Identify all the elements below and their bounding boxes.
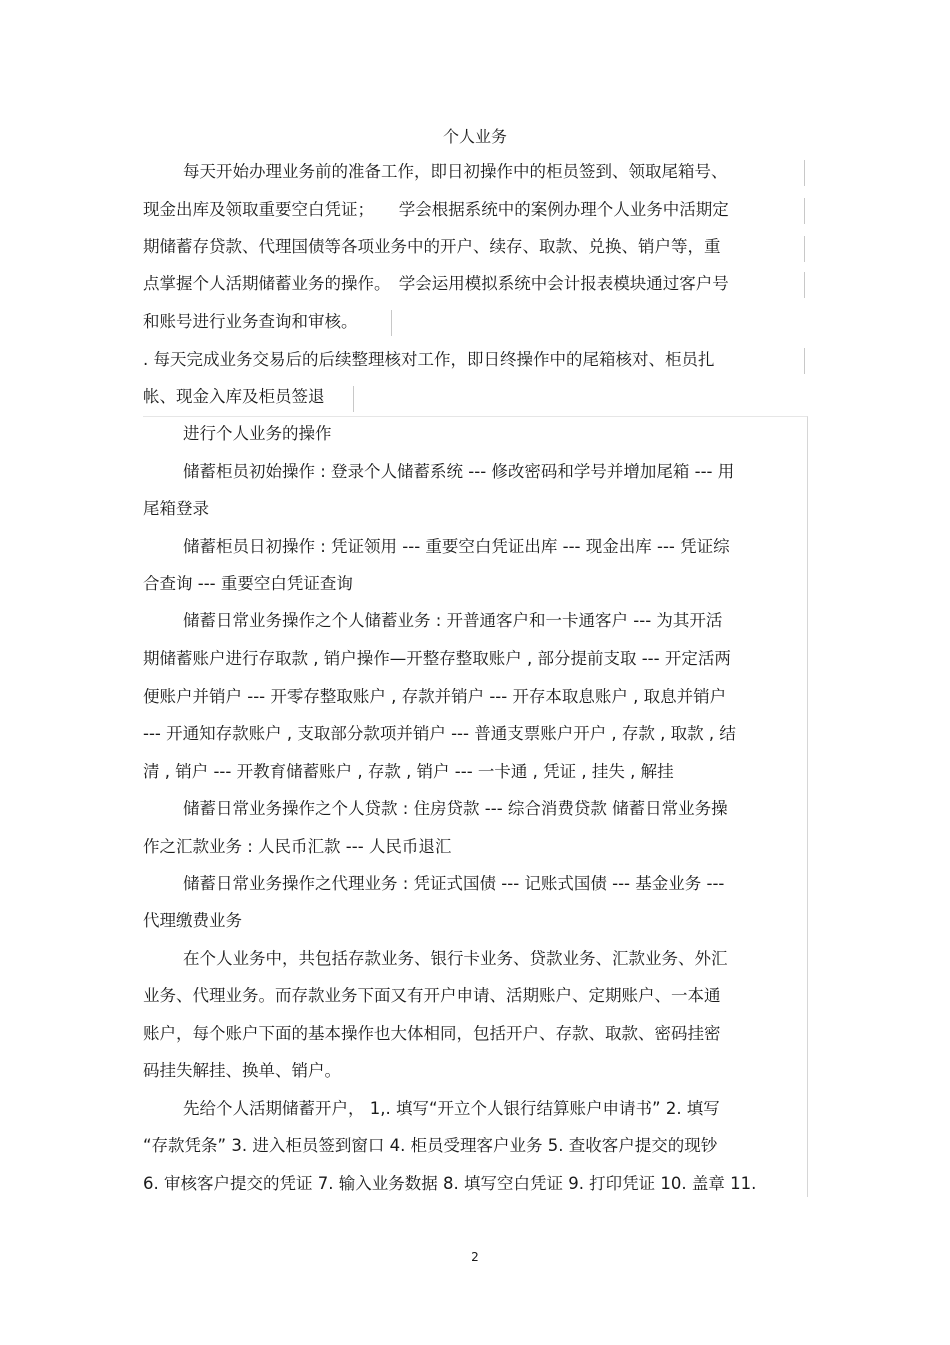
margin-mark [804,272,805,298]
text-line: 现金出库及领取重要空白凭证； 学会根据系统中的案例办理个人业务中活期定 [143,200,729,219]
margin-mark [353,386,354,412]
text-line: 储蓄柜员日初操作 : 凭证领用 --- 重要空白凭证出库 --- 现金出库 --- 凭证综 [183,537,730,556]
text-line: 先给个人活期储蓄开户， 1,. 填写“开立个人银行结算账户申请书” 2. 填写 [183,1099,720,1118]
text-line: . 每天完成业务交易后的后续整理核对工作，即日终操作中的尾箱核对、柜员扎 [143,350,715,369]
text-line: 作之汇款业务 : 人民币汇款 --- 人民币退汇 [143,837,452,856]
text-line: 帐、现金入库及柜员签退 [143,387,325,406]
text-line: 和账号进行业务查询和审核。 [143,312,358,331]
page-number: 2 [471,1250,479,1264]
text-line: 6. 审核客户提交的凭证 7. 输入业务数据 8. 填写空白凭证 9. 打印凭证 10. 盖章 11. [143,1174,757,1193]
text-line: 尾箱登录 [143,499,209,518]
text-line: “存款凭条” 3. 进入柜员签到窗口 4. 柜员受理客户业务 5. 查收客户提交的现钞 [143,1136,718,1155]
text-line: 便账户并销户 --- 开零存整取账户 , 存款并销户 --- 开存本取息账户 , 取息并销户 [143,687,727,706]
text-line: --- 开通知存款账户 , 支取部分款项并销户 --- 普通支票账户开户 , 存款 , 取款 , 结 [143,724,736,743]
margin-mark [804,160,805,186]
margin-mark [804,348,805,374]
text-line: 储蓄日常业务操作之个人储蓄业务 : 开普通客户和一卡通客户 --- 为其开活 [183,611,723,630]
text-line: 业务、代理业务。而存款业务下面又有开户申请、活期账户、定期账户、一本通 [143,986,721,1005]
text-line: 每天开始办理业务前的准备工作，即日初操作中的柜员签到、领取尾箱号、 [183,162,728,181]
margin-mark [804,198,805,224]
text-line: 期储蓄账户进行存取款 , 销户操作—开整存整取账户 , 部分提前支取 --- 开定活两 [143,649,731,668]
text-line: 在个人业务中，共包括存款业务、银行卡业务、贷款业务、汇款业务、外汇 [183,949,728,968]
text-line: 储蓄日常业务操作之代理业务 : 凭证式国债 --- 记账式国债 --- 基金业务 --- [183,874,725,893]
text-line: 合查询 --- 重要空白凭证查询 [143,574,353,593]
margin-mark [391,310,392,336]
text-line: 点掌握个人活期储蓄业务的操作。 学会运用模拟系统中会计报表模块通过客户号 [143,274,729,293]
text-line: 码挂失解挂、换单、销户。 [143,1061,341,1080]
text-line: 期储蓄存贷款、代理国债等各项业务中的开户、续存、取款、兑换、销户等，重 [143,237,721,256]
text-line: 代理缴费业务 [143,911,242,930]
text-line: 储蓄日常业务操作之个人贷款 : 住房贷款 --- 综合消费贷款 储蓄日常业务操 [183,799,728,818]
margin-mark [804,236,805,262]
text-line: 清 , 销户 --- 开教育储蓄账户 , 存款 , 销户 --- 一卡通 , 凭证 , 挂失 , 解挂 [143,762,674,781]
page-title: 个人业务 [442,127,507,146]
text-line: 账户，每个账户下面的基本操作也大体相同，包括开户、存款、取款、密码挂密 [143,1024,721,1043]
section-heading: 进行个人业务的操作 [183,424,332,443]
text-line: 储蓄柜员初始操作 : 登录个人储蓄系统 --- 修改密码和学号并增加尾箱 --- 用 [183,462,735,481]
